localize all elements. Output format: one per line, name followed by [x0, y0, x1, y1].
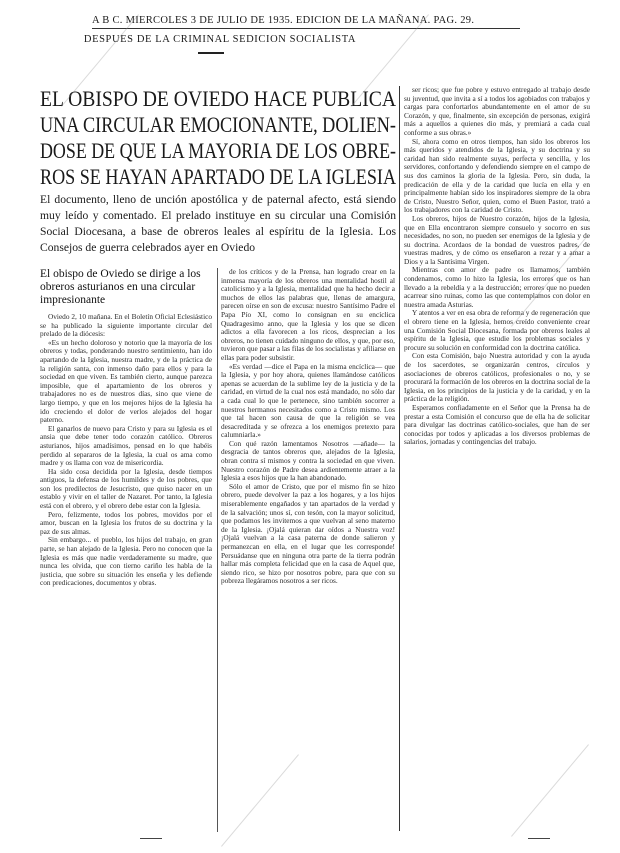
paragraph: «Es un hecho doloroso y notorio que la mayoría de los obreros y todas, ponderando nuestro sentimiento, han ido apartando de la Iglesia, nuestra madre, y de la práctica de la religión santa, con inmenso daño para ellos y para la sociedad en que viven. Es también cierto, aunque parezca imposible, que el apartamiento de los obreros y trabajadores no es de nuestros días, sino que viene de largo tiempo, y que en los mejores hijos de la Iglesia ha ido creciendo el dolor de verlos alejados del hogar paterno.	[40, 337, 212, 425]
paragraph: Ha sido cosa decidida por la Iglesia, desde tiempos antiguos, la defensa de los humildes y de los pobres, que son los predilectos de Jesucristo, que quiso nacer en un establo y vivir en el taller de Nazaret. Por tanto, la Iglesia está con el obrero, y el obrero debe estar con la Iglesia.	[40, 466, 212, 511]
paragraph: Sólo el amor de Cristo, que por el mismo fin se hizo obrero, puede devolver la paz a los hogares, y a los hijos miserablemente engañados y tan apartados de la verdad y de la salvación; unos sí, con tesón, con la mayor solicitud, que podamos les invitemos a que vuelvan al seno materno de la Iglesia. ¡Ojalá quieran dar oídos a Nuestra voz! ¡Ojalá vuelvan a la casa paterna de donde salieron y permanezcan en ella, en el lugar que les corresponde! Persuádanse que en ninguna otra parte de la tierra podrán hallar más completa felicidad que en la casa de Aquel que, siendo rico, se hizo por nosotros pobre, para que con su pobreza llegáramos nosotros a ser ricos.	[221, 481, 395, 586]
footer-rule	[140, 838, 162, 839]
paragraph: Sí, ahora como en otros tiempos, han sido los obreros los más queridos y atendidos de la Iglesia, y su doctrina y su caridad han sido realmente suyas, perfecta y sencilla, y los servidores, confortando y defendiendo siempre en el campo de sus dos caminos la gloria de la Iglesia. Pero, sin duda, la predicación de ella y de la caridad que lucía en ella y en principalmente habían sido los inspiradores siempre de la obra de Cristo, Nuestro Señor, quien, como el Buen Pastor, trató a los trabajadores con la caridad de Cristo.	[404, 136, 590, 215]
headline	[40, 86, 396, 190]
article-column-2	[221, 268, 395, 834]
headline-line: UNA CIRCULAR EMOCIONANTE, DOLIEN-	[40, 112, 396, 137]
paragraph: Con qué razón lamentamos Nosotros —añade— la desgracia de tantos obreros que, alejados de la Iglesia, obran contra sí mismos y contra la sociedad en que viven. Nuestro corazón de Padre desea ardientemente atraer a la Iglesia a esos hijos que la han abandonado.	[221, 438, 395, 483]
paragraph: Mientras con amor de padre os llamamos, también condenamos, como lo hizo la Iglesia, los errores que os han llevado a la rebeldía y a la destrucción; errores que no pueden acarrear sino ruinas, como las que contemplamos con dolor en nuestra amada Asturias.	[404, 265, 590, 309]
paragraph: Oviedo 2, 10 mañana. En el Boletín Oficial Eclesiástico se ha publicado la siguiente importante circular del prelado de la diócesis:	[40, 312, 212, 339]
article-subhead: El obispo de Oviedo se dirige a los obreros asturianos en una circular impresionante	[40, 268, 201, 306]
paragraph: ser ricos; que fue pobre y estuvo entregado al trabajo desde su juventud, que invita a sí a todos los agobiados con trabajos y cargas para confortarlos abundantemente en el amor de su Corazón, y que, finalmente, sin excepción de personas, exigirá más a aquellos a quienes dio más, y premiará a cada cual conforme a sus obras.»	[404, 86, 590, 137]
article-column-3	[404, 86, 590, 831]
paragraph: Sin embargo... el pueblo, los hijos del trabajo, en gran parte, se han alejado de la Iglesia. Pero no conocen que la Iglesia es más que nadie verdaderamente su madre, que nunca les olvida, que con tierno cariño les habla de la justicia, que sobre su situación les enseña y les defiende con predicaciones, documentos y obras.	[40, 535, 212, 588]
footer-rule	[528, 838, 550, 839]
column-divider	[399, 86, 400, 831]
paragraph: Con esta Comisión, bajo Nuestra autoridad y con la ayuda de los sacerdotes, se organizarán centros, círculos y asociaciones de obreros católicos, profesionales o no, y se procurará la formación de los obreros en la doctrina social de la Iglesia, en los principios de la justicia y de la caridad, y en la práctica de la religión.	[404, 351, 590, 404]
section-kicker: DESPUES DE LA CRIMINAL SEDICION SOCIALISTA	[83, 34, 357, 45]
headline-line: DOSE DE QUE LA MAYORIA DE LOS OBRE-	[40, 138, 397, 163]
paragraph: Y atentos a ver en esa obra de reforma y de regeneración que el obrero tiene en la Iglesia, hemos creído conveniente crear una Comisión Social Diocesana, formada por obreros leales al espíritu de la Iglesia, que estudie los problemas sociales y procure su solución en conformidad con la doctrina católica.	[404, 308, 590, 352]
paragraph: de los críticos y de la Prensa, han logrado crear en la inmensa mayoría de los obreros una mentalidad hostil al catolicismo y a la Iglesia, mentalidad que ha hecho decir a muchos de ellos las palabras que, llenas de amargura, parecen oírse en son de excusa: nuestro Santísimo Padre el Papa Pío XI, como lo consignan en su encíclica Quadragesimo anno, que la Iglesia y los que se dicen adictos a ella favorecen a los ricos, desprecian a los obreros, no tienen cuidado ninguno de ellos, y que, por eso, tuvieron que pasar a las filas de los socialistas y afiliarse en ellas para poder subsistir.	[221, 268, 395, 362]
article-column-1	[40, 268, 212, 834]
page-header	[92, 15, 520, 29]
column-divider	[217, 268, 218, 832]
paragraph: El ganarlos de nuevo para Cristo y para su Iglesia es el ansia que debe tener todo corazón católico. Obreros asturianos, hijos amadísimos, pensad en lo que habéis perdido al separaros de la Iglesia, la cual os ama como madre y os llama con voz de misericordia.	[40, 423, 212, 468]
page-header-text: A B C. MIERCOLES 3 DE JULIO DE 1935. EDICION DE LA MAÑANA. PAG. 29.	[92, 15, 475, 26]
kicker-divider	[198, 52, 224, 54]
paragraph: Esperamos confiadamente en el Señor que la Prensa ha de prestar a esta Comisión el concurso que de ella ha de solicitar para divulgar las doctrinas católico-sociales, que han de ser conocidas por todos y aplicadas a los diversos problemas de salarios, jornadas y contingencias del trabajo.	[404, 402, 590, 447]
paragraph: Pero, felizmente, todos los pobres, movidos por el amor, buscan en la Iglesia los frutos de su doctrina y la paz de sus almas.	[40, 509, 212, 536]
lede-paragraph: El documento, lleno de unción apostólica y de paternal afecto, está siendo muy leído y comentado. El prelado instituye en su circular una Comisión Social Diocesana, a base de obreros leales al espíritu de la Iglesia. Los Consejos de guerra celebrados ayer en Oviedo	[40, 193, 396, 254]
headline-line: EL OBISPO DE OVIEDO HACE PUBLICA	[40, 86, 397, 111]
paragraph: Los obreros, hijos de Nuestro corazón, hijos de la Iglesia, que en Ella encontraron siempre consuelo y socorro en sus necesidades, no son, no pueden ser enemigos de la Iglesia y de su doctrina. Acordaos de la bondad de vuestros padres, de vuestras madres, y de cómo os enseñaron a rezar y a amar a Dios y a la Santísima Virgen.	[404, 213, 590, 266]
paragraph: «Es verdad —dice el Papa en la misma encíclica— que la Iglesia, y por hoy ahora, quienes llamándose católicos apenas se acuerdan de la sublime ley de la justicia y de la caridad, en virtud de la cual nos está mandado, no sólo dar a cada cual lo que le pertenece, sino también socorrer a nuestros hermanos necesitados como a Cristo mismo. Los que tal hacen son causa de que la religión se vea desacreditada y se ofrezca a los enemigos pretexto para calumniarla.»	[221, 361, 395, 440]
headline-line: ROS SE HAYAN APARTADO DE LA IGLESIA	[40, 164, 397, 189]
